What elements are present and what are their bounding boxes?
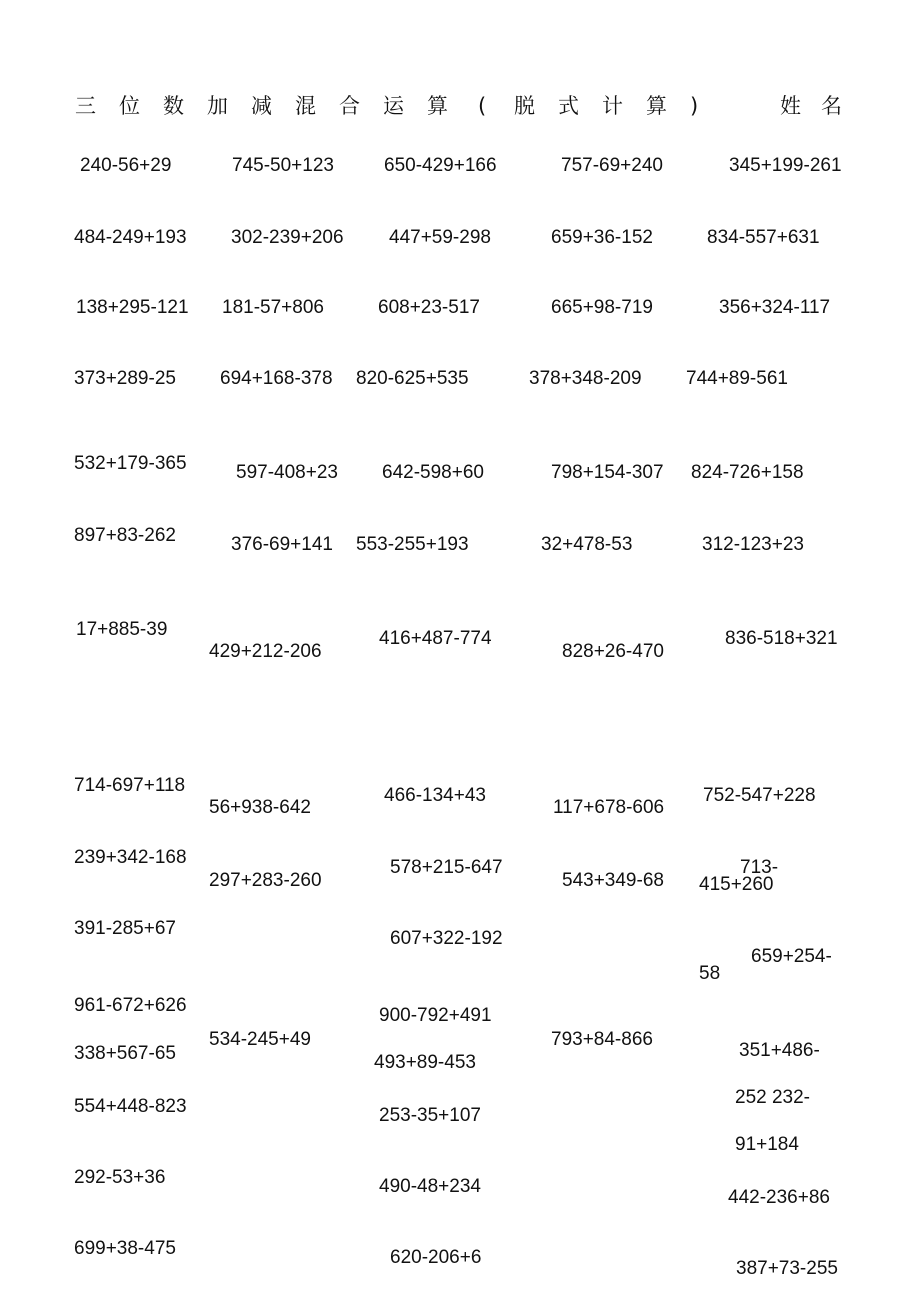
problem: 532+179-365	[74, 453, 187, 474]
problem: 897+83-262	[74, 525, 176, 546]
problem: 117+678-606	[553, 797, 665, 818]
problem: 798+154-307	[551, 462, 664, 483]
problem: 302-239+206	[231, 227, 344, 248]
problem: 752-547+228	[703, 785, 816, 806]
problem: 415+260	[699, 874, 774, 895]
problem: 650-429+166	[384, 155, 497, 176]
problem: 239+342-168	[74, 847, 187, 868]
problem: 345+199-261	[729, 155, 842, 176]
problem: 597-408+23	[236, 462, 338, 483]
problem: 429+212-206	[209, 641, 322, 662]
problem: 744+89-561	[686, 368, 788, 389]
problem: 834-557+631	[707, 227, 820, 248]
problem: 378+348-209	[529, 368, 642, 389]
name-label: 姓名	[780, 94, 862, 118]
problem: 490-48+234	[379, 1176, 481, 1197]
problem: 820-625+535	[356, 368, 469, 389]
problem: 391-285+67	[74, 918, 176, 939]
problem: 253-35+107	[379, 1105, 481, 1126]
problem: 351+486-	[739, 1040, 820, 1061]
title-char: 三	[75, 94, 96, 118]
title-char: )	[690, 94, 699, 118]
problem: 493+89-453	[374, 1052, 476, 1073]
title-char: 加	[207, 94, 228, 118]
problem: 659+254-	[751, 946, 832, 967]
problem: 466-134+43	[384, 785, 486, 806]
problem: 484-249+193	[74, 227, 187, 248]
title-char: 减	[251, 94, 272, 118]
problem: 356+324-117	[719, 297, 831, 318]
problem: 620-206+6	[390, 1247, 482, 1268]
title-char: 脱	[514, 94, 535, 118]
title-char: 运	[383, 94, 404, 118]
problem: 543+349-68	[562, 870, 664, 891]
problem: 58	[699, 963, 721, 984]
problem: 828+26-470	[562, 641, 664, 662]
problem: 607+322-192	[390, 928, 503, 949]
title-char: 式	[558, 94, 579, 118]
problem: 292-53+36	[74, 1167, 166, 1188]
problem: 554+448-823	[74, 1096, 187, 1117]
problem: 338+567-65	[74, 1043, 176, 1064]
problem: 900-792+491	[379, 1005, 492, 1026]
problem: 534-245+49	[209, 1029, 311, 1050]
problem: 416+487-774	[379, 628, 492, 649]
problem: 447+59-298	[389, 227, 491, 248]
problem: 387+73-255	[736, 1258, 838, 1279]
title-char: (	[478, 94, 487, 118]
problem: 713-	[740, 857, 779, 878]
problem: 376-69+141	[231, 534, 333, 555]
problem: 181-57+806	[222, 297, 324, 318]
problem: 32+478-53	[541, 534, 633, 555]
problem: 714-697+118	[74, 775, 186, 796]
problem: 665+98-719	[551, 297, 653, 318]
title-char: 计	[602, 94, 623, 118]
problem: 659+36-152	[551, 227, 653, 248]
problem: 252 232-	[735, 1087, 811, 1108]
problem: 642-598+60	[382, 462, 484, 483]
problem: 312-123+23	[702, 534, 804, 555]
problem: 91+184	[735, 1134, 799, 1155]
problem: 824-726+158	[691, 462, 804, 483]
title-char: 算	[646, 94, 667, 118]
problem: 961-672+626	[74, 995, 187, 1016]
problem: 793+84-866	[551, 1029, 653, 1050]
problem: 553-255+193	[356, 534, 469, 555]
problem: 56+938-642	[209, 797, 311, 818]
problem: 17+885-39	[76, 619, 168, 640]
problem: 836-518+321	[725, 628, 838, 649]
problem: 578+215-647	[390, 857, 503, 878]
problem: 745-50+123	[232, 155, 334, 176]
problem: 699+38-475	[74, 1238, 176, 1259]
problem: 608+23-517	[378, 297, 480, 318]
problem: 373+289-25	[74, 368, 176, 389]
problem: 138+295-121	[76, 297, 189, 318]
title-char: 数	[163, 94, 184, 118]
problem: 694+168-378	[220, 368, 333, 389]
problem: 757-69+240	[561, 155, 663, 176]
problem: 240-56+29	[80, 155, 172, 176]
title-char: 混	[295, 94, 316, 118]
title-char: 算	[427, 94, 448, 118]
problem: 297+283-260	[209, 870, 322, 891]
problem: 442-236+86	[728, 1187, 830, 1208]
title-char: 位	[119, 94, 140, 118]
title-char: 合	[339, 94, 360, 118]
